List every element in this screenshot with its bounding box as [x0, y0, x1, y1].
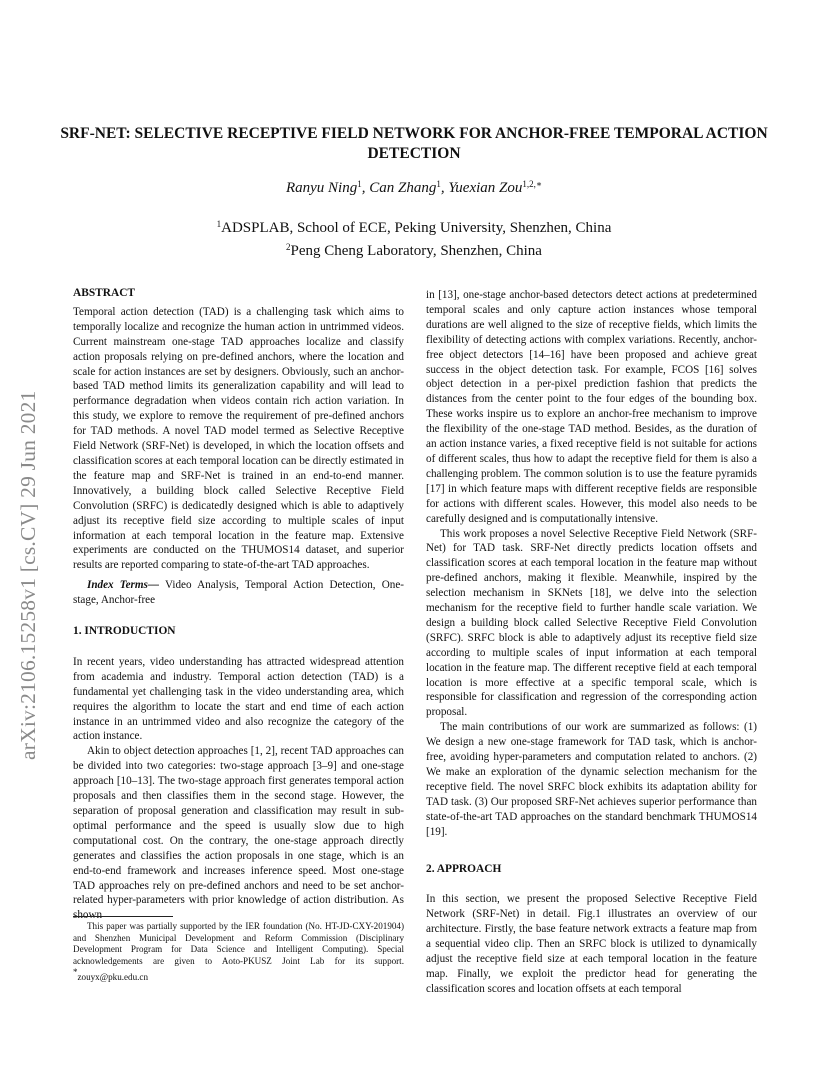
- abstract-text: Temporal action detection (TAD) is a challenging task which aims to temporally localize and recognize the human action in untrimmed videos. Current mainstream one-stage TAD approaches localize and classify action proposals relying on pre-defined anchors, where the location and scale for action instances are set by designers. Obviously, such an anchor-based TAD method limits its generalization capability and will lead to performance degradation when videos contain rich action variation. In this study, we explore to remove the requirement of pre-defined anchors for TAD methods. A novel TAD model termed as Selective Receptive Field Network (SRF-Net) is developed, in which the location offsets and classification scores at each temporal location can be directly estimated in the feature map and SRF-Net is trained in an end-to-end manner. Innovatively, a building block called Selective Receptive Field Convolution (SRFC) is dedicatedly designed which is able to adaptively adjust its receptive field size according to multiple scales of input information at each temporal location in the feature map. Extensive experiments are conducted on the THUMOS14 dataset, and superior results are reported comparing to state-of-the-art TAD approaches.: [73, 305, 404, 572]
- left-column: [73, 286, 404, 923]
- intro-paragraph: in [13], one-stage anchor-based detectors detect actions at predetermined temporal scales and only capture action instances whose temporal durations are well aligned to the size of receptive fields, which limits the flexibility of detecting actions with complex variations. Recently, anchor-free object detectors [14–16] have been proposed and achieve great success in the object detection task. For example, FCOS [16] solves object detection in a per-pixel prediction fashion that predicts the distances from the center point to the four edges of the bounding box. These works inspire us to explore an anchor-free mechanism to improve the flexibility of the one-stage TAD method. Besides, as the duration of an action instance varies, a fixed receptive field is not suitable for actions of different scales, thus how to adapt the receptive field for them is also a challenging problem. The common solution is to use the feature pyramids [17] in which feature maps with different receptive fields are responsible for actions with different scales. However, this model also needs to be carefully designed and is computationally intensive.: [426, 289, 757, 525]
- affiliation-line: [0, 215, 828, 238]
- index-terms: [73, 578, 404, 608]
- footnote-rule: [73, 916, 173, 917]
- footnote: [73, 916, 404, 984]
- intro-heading: 1. INTRODUCTION: [73, 625, 176, 638]
- author-affil-mark: 1: [357, 179, 362, 189]
- intro-paragraph: In recent years, video understanding has attracted widespread attention from academia and industry. Temporal action detection (TAD) is a fundamental yet challenging task in the video understanding area, which requires the algorithm to locate the start and end time of each action instance in an untrimmed video and also recognize the category of the action instance.: [73, 655, 404, 743]
- affiliation-mark: 2: [286, 242, 291, 252]
- affiliation-line: [0, 238, 828, 261]
- author-affil-mark: 1,2,∗: [522, 179, 543, 189]
- paper-title: SRF-NET: SELECTIVE RECEPTIVE FIELD NETWORK FOR ANCHOR-FREE TEMPORAL ACTION DETECTION: [60, 125, 768, 162]
- footnote-mark: *: [73, 967, 78, 978]
- author-name: Can Zhang: [369, 180, 437, 196]
- approach-heading: 2. APPROACH: [426, 862, 502, 875]
- affiliation-text: Peng Cheng Laboratory, Shenzhen, China: [290, 243, 542, 259]
- approach-paragraph: In this section, we present the proposed Selective Receptive Field Network (SRF-Net) in detail. Fig.1 illustrates an overview of our architecture. Firstly, the base feature network extracts a feature map from a sequential video clip. Then an SRFC block is utilized to dynamically adjust the receptive field size at each temporal location in the feature map. Finally, we exploit the predictor head for generating the classification scores and location offsets at each temporal: [426, 893, 757, 995]
- intro-paragraph: The main contributions of our work are summarized as follows: (1) We design a new one-stage framework for TAD task, which is anchor-free, avoiding hyper-parameters and computation related to anchors. (2) We make an exploration of the dynamic selection mechanism for the receptive field. The novel SRFC block exhibits its adaptation ability for TAD task. (3) Our proposed SRF-Net achieves superior performance than state-of-the-art TAD approaches on the standard benchmark THUMOS14 [19].: [426, 721, 757, 838]
- arxiv-identifier: arXiv:2106.15258v1 [cs.CV] 29 Jun 2021: [16, 390, 40, 760]
- author-name: Yuexian Zou: [448, 180, 523, 196]
- affiliations: [0, 215, 828, 261]
- author-affil-mark: 1: [436, 179, 441, 189]
- footnote-text: [73, 921, 404, 984]
- intro-paragraph: Akin to object detection approaches [1, 2], recent TAD approaches can be divided into two categories: two-stage approach [3–9] and one-stage approach [10–13]. The two-stage approach first generates temporal action proposals and then classifies them in the second stage. However, the separation of proposal generation and classification may result in sub-optimal performance and the speed is usually slow due to high computational cost. On the contrary, the one-stage approach directly generates and classifies the action proposals in one stage, which is an end-to-end framework and increases inference speed. Most one-stage TAD approaches rely on pre-defined anchors and need to be set anchor-related hyper-parameters with prior knowledge of action distribution. As shown: [73, 745, 404, 922]
- affiliation-text: ADSPLAB, School of ECE, Peking University, Shenzhen, China: [221, 220, 612, 236]
- author-name: Ranyu Ning: [285, 180, 358, 196]
- index-terms-text: Video Analysis, Temporal Action Detection, One-stage, Anchor-free: [73, 579, 405, 607]
- affiliation-mark: 1: [216, 219, 222, 229]
- intro-paragraph: This work proposes a novel Selective Receptive Field Network (SRF-Net) for TAD task. SRF-Net directly predicts location offsets and classification scores at each temporal location in the feature map without pre-defined anchors, making it flexible. Meanwhile, inspired by the selection mechanism in SKNets [18], we delve into the selection mechanism for the receptive field to further handle scale variation. We design a building block called Selective Receptive Field Convolution (SRFC). SRFC block is able to adaptively adjust its receptive field size according to multiple scales of input information at each temporal location in the feature map. The different receptive field at each temporal location is more effective at a specific temporal scale, which is responsible for classification and regression of the corresponding action proposal.: [426, 527, 757, 719]
- index-terms-label: Index Terms—: [87, 579, 160, 592]
- author-list: Ranyu Ning$^1$, Can Zhang$^1$, Yuexian Zou$^{1,2,∗}$: [285, 179, 543, 196]
- footnote-email: zouyx@pku.edu.cn: [77, 972, 148, 983]
- abstract-heading: ABSTRACT: [73, 287, 136, 299]
- right-column: [426, 288, 757, 997]
- footnote-body: This paper was partially supported by the IER foundation (No. HT-JD-CXY-201904) and Shenzhen Municipal Development and Reform Commission (Disciplinary Development Program for Data Science and Intelligent Computing). Special acknowledgements are given to Aoto-PKUSZ Joint Lab for its support.: [73, 921, 404, 966]
